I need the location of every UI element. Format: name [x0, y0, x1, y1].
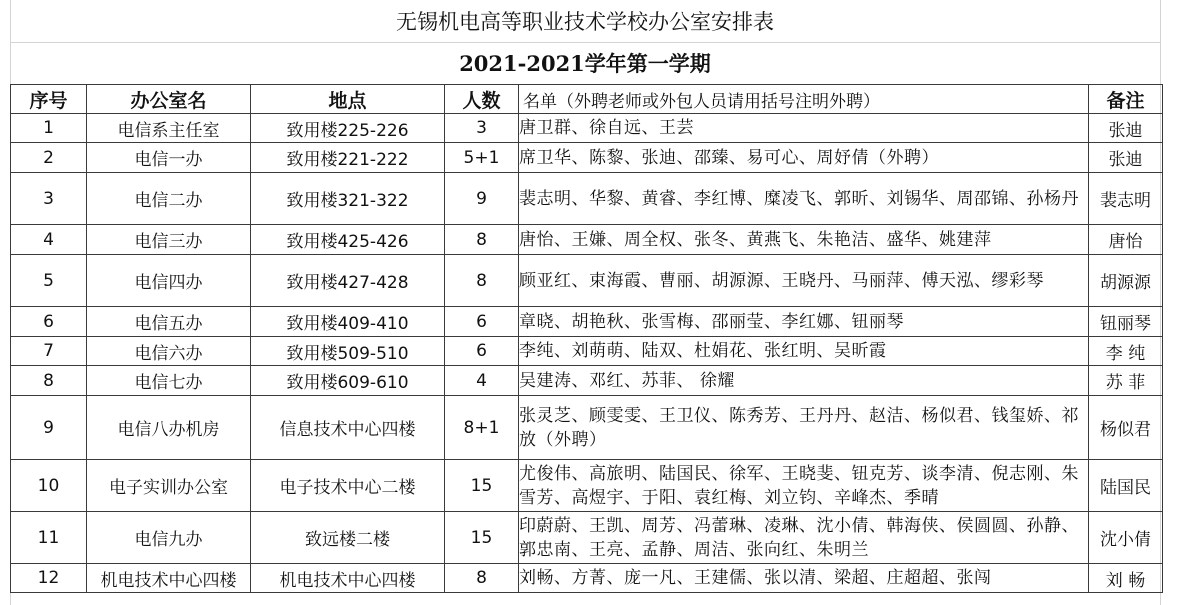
cell-count[interactable]: 3: [445, 114, 519, 143]
cell-office[interactable]: 电信八办机房: [87, 396, 251, 460]
cell-names[interactable]: 尤俊伟、高旅明、陆国民、徐军、王晓斐、钮克芳、谈李清、倪志刚、朱雪芳、高煜宇、于阳、袁红梅、刘立钧、辛峰杰、季晴: [519, 460, 1089, 512]
cell-location[interactable]: 致用楼609-610: [251, 366, 445, 396]
cell-office[interactable]: 电信九办: [87, 512, 251, 564]
cell-office[interactable]: 电信六办: [87, 337, 251, 366]
table-row: [11, 143, 1163, 173]
table-row: [11, 225, 1163, 255]
table-row: [11, 396, 1163, 460]
cell-seq[interactable]: 7: [11, 337, 87, 366]
header-row: [11, 85, 1163, 114]
cell-names[interactable]: 顾亚红、束海霞、曹丽、胡源源、王晓丹、马丽萍、傅天泓、缪彩琴: [519, 255, 1089, 307]
cell-note[interactable]: 李 纯: [1089, 337, 1163, 366]
cell-note[interactable]: 刘 畅: [1089, 564, 1163, 593]
cell-location[interactable]: 信息技术中心四楼: [251, 396, 445, 460]
cell-seq[interactable]: 12: [11, 564, 87, 593]
cell-count[interactable]: 8: [445, 225, 519, 255]
cell-count[interactable]: 5+1: [445, 143, 519, 173]
cell-office[interactable]: 机电技术中心四楼: [87, 564, 251, 593]
cell-seq[interactable]: 10: [11, 460, 87, 512]
cell-note[interactable]: 沈小倩: [1089, 512, 1163, 564]
header-office[interactable]: 办公室名: [87, 85, 251, 114]
table-row: [11, 366, 1163, 396]
cell-names[interactable]: 唐怡、王嫌、周全权、张冬、黄燕飞、朱艳洁、盛华、姚建萍: [519, 225, 1089, 255]
table-row: [11, 307, 1163, 337]
cell-count[interactable]: 15: [445, 460, 519, 512]
cell-count[interactable]: 6: [445, 307, 519, 337]
header-location[interactable]: 地点: [251, 85, 445, 114]
cell-location[interactable]: 致用楼225-226: [251, 114, 445, 143]
cell-count[interactable]: 9: [445, 173, 519, 225]
cell-seq[interactable]: 6: [11, 307, 87, 337]
header-note[interactable]: 备注: [1089, 85, 1163, 114]
cell-names[interactable]: 张灵芝、顾雯雯、王卫仪、陈秀芳、王丹丹、赵洁、杨似君、钱玺娇、祁放（外聘）: [519, 396, 1089, 460]
table-row: [11, 337, 1163, 366]
cell-seq[interactable]: 3: [11, 173, 87, 225]
cell-note[interactable]: 唐怡: [1089, 225, 1163, 255]
cell-note[interactable]: 钮丽琴: [1089, 307, 1163, 337]
cell-location[interactable]: 致用楼509-510: [251, 337, 445, 366]
table-row: [11, 512, 1163, 564]
cell-note[interactable]: 张迪: [1089, 114, 1163, 143]
cell-office[interactable]: 电信五办: [87, 307, 251, 337]
cell-location[interactable]: 致用楼425-426: [251, 225, 445, 255]
cell-note[interactable]: 裴志明: [1089, 173, 1163, 225]
cell-office[interactable]: 电信一办: [87, 143, 251, 173]
sheet-subtitle[interactable]: 2021-2021学年第一学期: [459, 51, 711, 76]
cell-note[interactable]: 陆国民: [1089, 460, 1163, 512]
header-count[interactable]: 人数: [445, 85, 519, 114]
cell-seq[interactable]: 2: [11, 143, 87, 173]
table-row: [11, 255, 1163, 307]
header-names[interactable]: 名单（外聘老师或外包人员请用括号注明外聘）: [519, 85, 1089, 114]
office-schedule-table: [10, 84, 1163, 593]
cell-location[interactable]: 致用楼321-322: [251, 173, 445, 225]
cell-location[interactable]: 致远楼二楼: [251, 512, 445, 564]
cell-office[interactable]: 电子实训办公室: [87, 460, 251, 512]
cell-note[interactable]: 张迪: [1089, 143, 1163, 173]
cell-names[interactable]: 刘畅、方菁、庞一凡、王建儒、张以清、梁超、庄超超、张闯: [519, 564, 1089, 593]
cell-seq[interactable]: 1: [11, 114, 87, 143]
cell-seq[interactable]: 5: [11, 255, 87, 307]
cell-count[interactable]: 15: [445, 512, 519, 564]
cell-names[interactable]: 印蔚蔚、王凯、周芳、冯蕾琳、凌琳、沈小倩、韩海侠、侯圆圆、孙静、郭忠南、王亮、孟静、周洁、张向红、朱明兰: [519, 512, 1089, 564]
cell-seq[interactable]: 4: [11, 225, 87, 255]
cell-office[interactable]: 电信二办: [87, 173, 251, 225]
cell-names[interactable]: 章晓、胡艳秋、张雪梅、邵丽莹、李红娜、钮丽琴: [519, 307, 1089, 337]
cell-note[interactable]: 胡源源: [1089, 255, 1163, 307]
cell-location[interactable]: 致用楼221-222: [251, 143, 445, 173]
cell-office[interactable]: 电信三办: [87, 225, 251, 255]
cell-location[interactable]: 机电技术中心四楼: [251, 564, 445, 593]
cell-names[interactable]: 席卫华、陈黎、张迪、邵臻、易可心、周妤倩（外聘）: [519, 143, 1089, 173]
sheet-title[interactable]: 无锡机电高等职业技术学校办公室安排表: [10, 0, 1160, 43]
cell-names[interactable]: 李纯、刘萌萌、陆双、杜娟花、张红明、吴昕霞: [519, 337, 1089, 366]
cell-location[interactable]: 电子技术中心二楼: [251, 460, 445, 512]
cell-names[interactable]: 唐卫群、徐自远、王芸: [519, 114, 1089, 143]
table-row: [11, 114, 1163, 143]
cell-count[interactable]: 8: [445, 564, 519, 593]
cell-seq[interactable]: 11: [11, 512, 87, 564]
cell-location[interactable]: 致用楼427-428: [251, 255, 445, 307]
table-row: [11, 173, 1163, 225]
cell-location[interactable]: 致用楼409-410: [251, 307, 445, 337]
cell-seq[interactable]: 9: [11, 396, 87, 460]
cell-count[interactable]: 8+1: [445, 396, 519, 460]
cell-note[interactable]: 杨似君: [1089, 396, 1163, 460]
cell-office[interactable]: 电信四办: [87, 255, 251, 307]
cell-names[interactable]: 裴志明、华黎、黄睿、李红博、糜凌飞、郭昕、刘锡华、周邵锦、孙杨丹: [519, 173, 1089, 225]
header-seq[interactable]: 序号: [11, 85, 87, 114]
table-row: [11, 460, 1163, 512]
cell-seq[interactable]: 8: [11, 366, 87, 396]
table-row: [11, 564, 1163, 593]
cell-count[interactable]: 8: [445, 255, 519, 307]
cell-note[interactable]: 苏 菲: [1089, 366, 1163, 396]
cell-office[interactable]: 电信七办: [87, 366, 251, 396]
cell-count[interactable]: 6: [445, 337, 519, 366]
cell-count[interactable]: 4: [445, 366, 519, 396]
cell-names[interactable]: 吴建涛、邓红、苏菲、 徐耀: [519, 366, 1089, 396]
cell-office[interactable]: 电信系主任室: [87, 114, 251, 143]
